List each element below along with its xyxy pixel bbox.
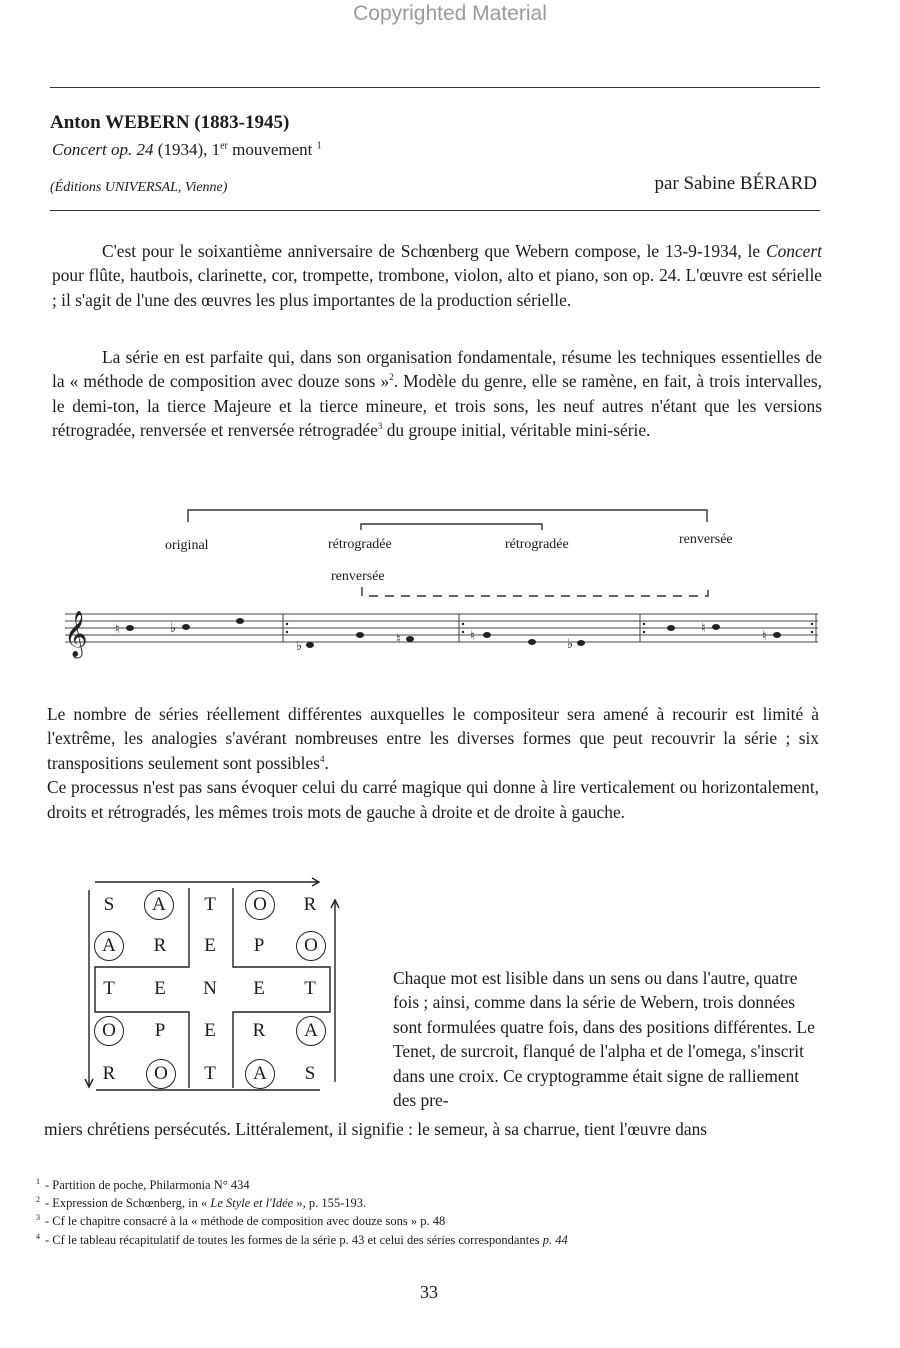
square-cell-P: P: [154, 1020, 166, 1041]
svg-text:♮: ♮: [115, 621, 120, 636]
svg-text:♮: ♮: [762, 628, 767, 643]
footnote-text: - Partition de poche, Philarmonia N° 434: [45, 1178, 250, 1193]
square-cell-O-circled: O: [146, 1059, 176, 1089]
footnote-text-end: », p. 155-193.: [293, 1196, 367, 1211]
svg-text:♭: ♭: [296, 638, 303, 653]
paragraph-square-explanation: Chaque mot est lisible dans un sens ou dans l'autre, quatre fois ; ainsi, comme dans la série de Webern, trois données sont formulées quatre fois, dans des positions différentes. Le Tenet, de surcroit, flanqué de l'alpha et de l'omega, s'inscrit dans une croix. Ce cryptogramme était signe de ralliement des pre-: [393, 968, 815, 1111]
p3-end: .: [324, 752, 329, 773]
label-renversee-1: renversée: [679, 532, 733, 547]
square-cell-S: S: [304, 1063, 316, 1084]
paragraph-continuation: miers chrétiens persécutés. Littéralement, il signifie : le semeur, à sa charrue, tient l'œuvre dans: [44, 1119, 708, 1139]
square-cell-N: N: [203, 978, 217, 999]
label-retrogradee-2: rétrogradée: [505, 537, 569, 552]
svg-text:♭: ♭: [170, 620, 177, 635]
square-cell-R: R: [153, 935, 167, 956]
author-byline: par Sabine BÉRARD: [654, 173, 817, 194]
work-ordinal: er: [220, 140, 228, 152]
p2-end: du groupe initial, véritable mini-série.: [382, 420, 651, 441]
p2-mid: . Modèle du genre, elle se ramène, en fait, à trois intervalles, le demi-ton, la tierce Majeure et la tierce mineure, et trois sons, les neuf autres n'étant que les versions rétrogradée, renversée et renversée rétrogradée: [52, 371, 822, 441]
square-cell-A-circled: A: [144, 890, 174, 920]
square-cell-S: S: [103, 894, 115, 915]
square-cell-E: E: [204, 935, 216, 956]
square-cell-T: T: [103, 978, 115, 999]
square-cell-O-circled: O: [296, 931, 326, 961]
square-cell-T: T: [204, 894, 216, 915]
square-cell-R: R: [102, 1063, 116, 1084]
footnote-number: 3: [36, 1213, 40, 1222]
square-cell-T: T: [204, 1063, 216, 1084]
square-cell-A-circled: A: [245, 1059, 275, 1089]
svg-text:♮: ♮: [470, 628, 475, 643]
footnote-number: 1: [36, 1177, 40, 1186]
footnote-number: 2: [36, 1195, 40, 1204]
p2-footnote-ref-2: 3: [377, 421, 383, 432]
label-retrogradee-1: rétrogradée: [328, 537, 392, 552]
square-cell-O-circled: O: [245, 890, 275, 920]
p1-rest: pour flûte, hautbois, clarinette, cor, trompette, trombone, violon, alto et piano, son op. 24. L'œuvre est sérielle ; il s'agit de l'une des œuvres les plus importantes de la production sérielle.: [52, 265, 822, 310]
label-original: original: [165, 538, 209, 553]
p1-text: C'est pour le soixantième anniversaire de Schœnberg que Webern compose, le 13-9-1934, le: [102, 241, 766, 261]
work-footnote-ref: 1: [316, 140, 322, 152]
work-year: (1934), 1: [153, 140, 221, 159]
footnote-3: [36, 1209, 445, 1230]
page-number: 33: [420, 1282, 438, 1302]
work-title-name: Concert op. 24: [52, 140, 154, 159]
work-movement: mouvement: [227, 140, 313, 159]
svg-text:♮: ♮: [396, 631, 401, 646]
footnote-text: - Cf le tableau récapitulatif de toutes les formes de la série p. 43 et celui des séries correspondantes: [45, 1233, 543, 1248]
square-cell-E: E: [154, 978, 166, 999]
footnote-italic: Le Style et l'Idée: [210, 1196, 294, 1211]
svg-text:♭: ♭: [567, 636, 574, 651]
treble-clef-icon: 𝄞: [64, 611, 88, 657]
footnote-italic: p. 44: [542, 1233, 568, 1248]
label-renversee-2: renversée: [331, 569, 385, 584]
footnote-4: [36, 1228, 568, 1249]
p1-italic: Concert: [765, 241, 822, 261]
square-cell-P: P: [253, 935, 265, 956]
square-cell-E: E: [204, 1020, 216, 1041]
square-cell-R: R: [303, 894, 317, 915]
square-cell-T: T: [304, 978, 316, 999]
composer-heading: Anton WEBERN (1883-1945): [50, 112, 290, 133]
square-cell-O-circled: O: [94, 1016, 124, 1046]
p3-text: Le nombre de séries réellement différentes auxquelles le compositeur sera amené à recourir est limité à l'extrême, les analogies s'avérant nombreuses entre les diverses formes que peut recouvrir la série ; six transpositions seulement sont possibles: [47, 704, 819, 773]
p3b-text: Ce processus n'est pas sans évoquer celui du carré magique qui donne à lire verticalement ou horizontalement, droits et rétrogradés, les mêmes trois mots de gauche à droite et de droite à gauche.: [47, 777, 819, 822]
p2-text: La série en est parfaite qui, dans son organisation fondamentale, résume les techniques essentielles de la « méthode de composition avec douze sons »: [52, 347, 822, 392]
footnote-number: 4: [36, 1232, 40, 1241]
square-cell-A-circled: A: [296, 1016, 326, 1046]
p2-footnote-ref: 2: [389, 372, 394, 383]
square-cell-E: E: [253, 978, 265, 999]
svg-text:♮: ♮: [701, 620, 706, 635]
footnote-text: - Expression de Schœnberg, in «: [45, 1196, 211, 1211]
watermark: Copyrighted Material: [353, 2, 547, 25]
square-cell-A-circled: A: [94, 931, 124, 961]
footnote-text: - Cf le chapitre consacré à la « méthode de composition avec douze sons » p. 48: [45, 1214, 446, 1229]
edition-note: (Éditions UNIVERSAL, Vienne): [50, 180, 228, 195]
square-cell-R: R: [252, 1020, 266, 1041]
p3-footnote-ref: 4: [319, 754, 325, 765]
